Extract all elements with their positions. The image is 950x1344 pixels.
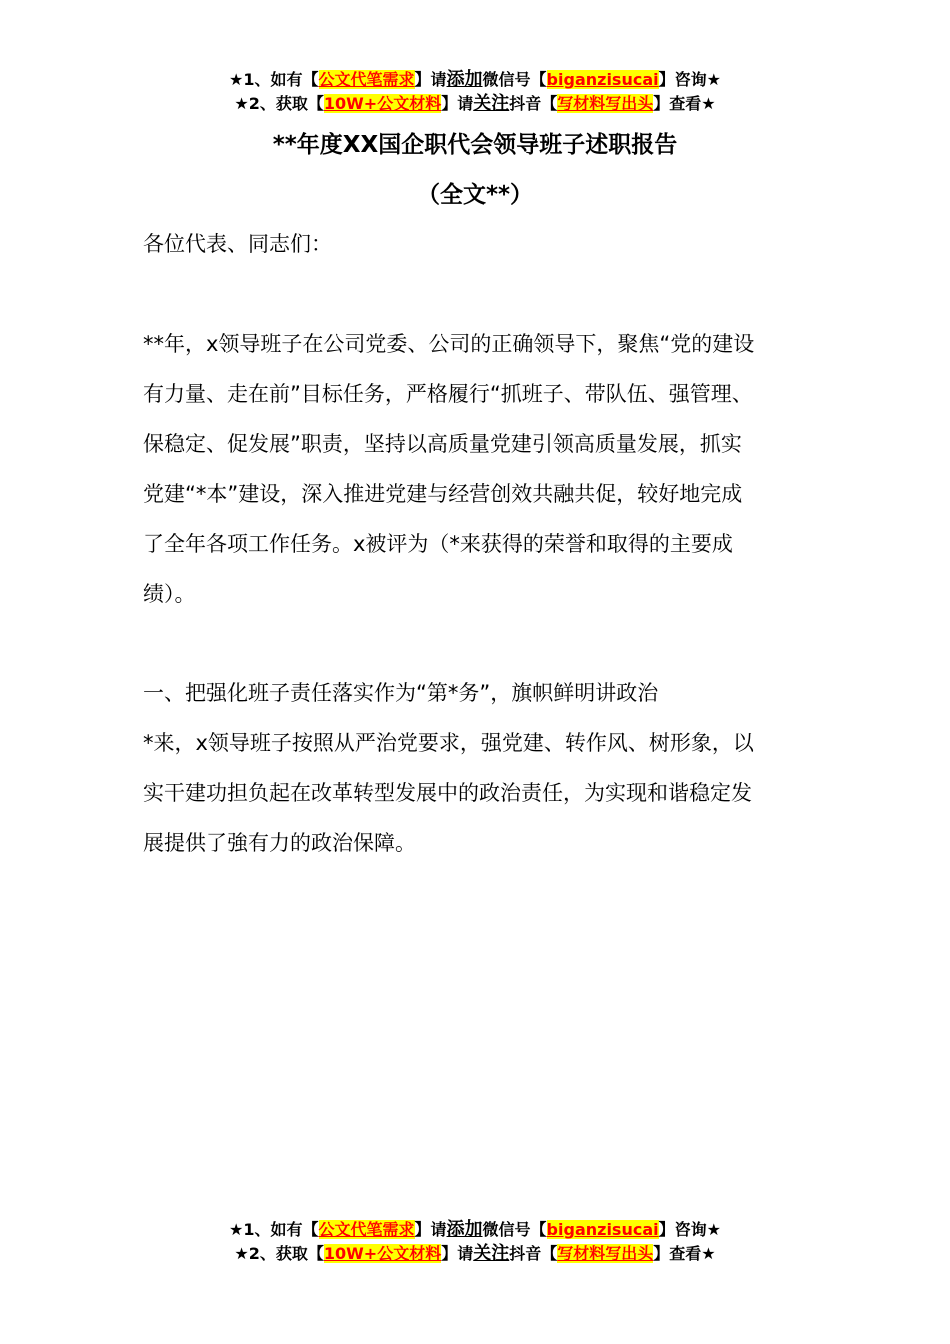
section-heading: 一、把强化班子责任落实作为“第*务”，旗帜鲜明讲政治 [143,681,659,705]
paragraph-line: 党建“*本”建设，深入推进党建与经营创效共融共促，较好地完成 [143,482,743,506]
paragraph-line: 保稳定、促发展”职责，坚持以高质量党建引领高质量发展，抓实 [143,432,742,456]
document-title: **年度XX国企职代会领导班子述职报告 [272,132,678,158]
promo-highlight: 10W+公文材料 [323,94,442,113]
salutation: 各位代表、同志们： [143,232,332,256]
promo-line-1: ★1、如有【公文代笔需求】请添加微信号【biganzisucai】咨询★ [229,69,721,90]
promo-line-2: ★2、获取【10W+公文材料】请关注抖音【写材料写出头】查看★ [234,93,716,114]
paragraph-line: 实干建功担负起在改革转型发展中的政治责任，为实现和谐稳定发 [143,781,752,805]
promo-line-2: ★2、获取【10W+公文材料】请关注抖音【写材料写出头】查看★ [234,1243,716,1264]
promo-highlight: 公文代笔需求 [318,70,415,89]
document-subtitle: （全文**） [416,182,534,208]
paragraph-line: 了全年各项工作任务。x被评为（*来获得的荣誉和取得的主要成 [143,532,733,556]
paragraph-line: **年，x领导班子在公司党委、公司的正确领导下，聚焦“党的建设 [143,332,755,356]
promo-highlight: 公文代笔需求 [318,1220,415,1239]
paragraph-line: 展提供了強有力的政治保障。 [143,831,416,855]
section-paragraph [143,718,833,868]
intro-paragraph [143,319,833,619]
douyin-id-highlight: 写材料写出头 [557,1244,654,1263]
paragraph-line: *来，x领导班子按照从严治党要求，强党建、转作风、树形象，以 [143,731,754,755]
wechat-id-highlight: biganzisucai [546,70,659,89]
header-promo-banner [0,68,950,116]
paragraph-line: 有力量、走在前”目标任务，严格履行“抓班子、带队伍、强管理、 [143,382,753,406]
footer-promo-banner [0,1218,950,1266]
promo-line-1: ★1、如有【公文代笔需求】请添加微信号【biganzisucai】咨询★ [229,1219,721,1240]
paragraph-line: 绩）。 [143,582,196,606]
promo-highlight: 10W+公文材料 [323,1244,442,1263]
wechat-id-highlight: biganzisucai [546,1220,659,1239]
douyin-id-highlight: 写材料写出头 [557,94,654,113]
